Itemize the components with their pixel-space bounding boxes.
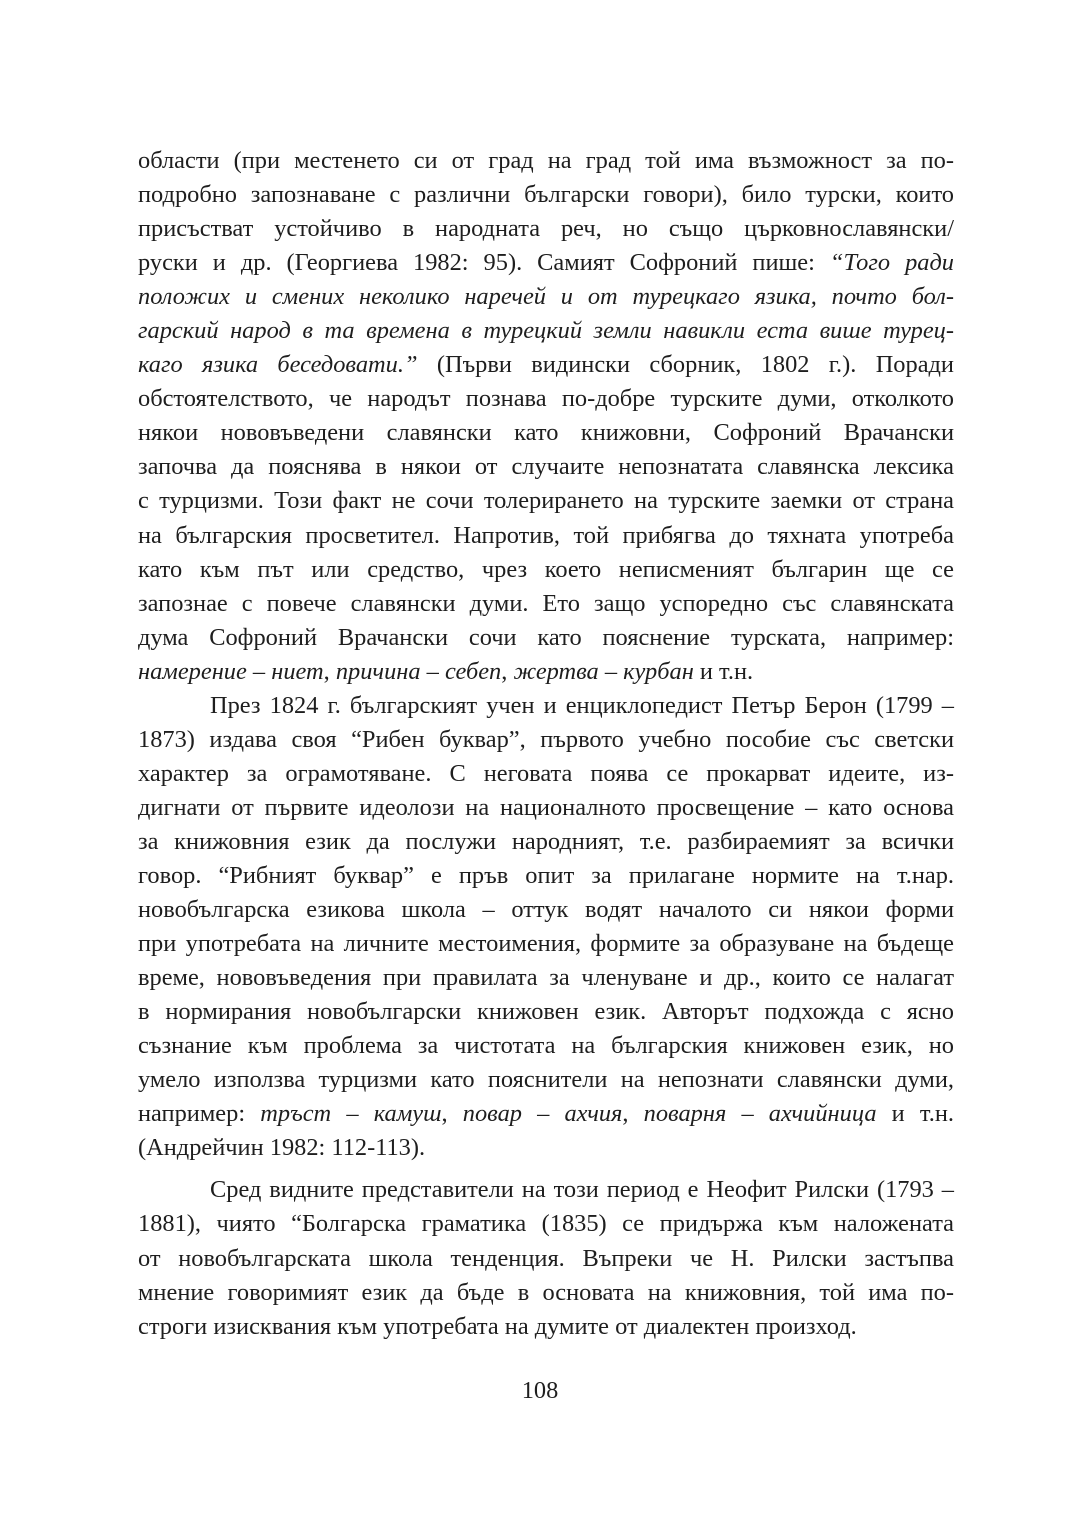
- text-run: запознае с повече славянски думи. Ето защо успоредно със славянската: [138, 589, 954, 617]
- text-line: [138, 348, 954, 382]
- text-line: [138, 519, 954, 553]
- text-line: [138, 995, 954, 1029]
- text-line: [138, 723, 954, 757]
- text-line: [138, 416, 954, 450]
- page-number: 108: [521, 1377, 559, 1404]
- text-run: говор. “Рибният буквар” е пръв опит за прилагане нормите на т.нар.: [138, 861, 954, 889]
- text-line: [138, 1029, 954, 1063]
- text-line: [138, 553, 954, 587]
- text-line: [138, 1097, 954, 1131]
- text-line: [138, 246, 954, 280]
- text-run: от новобългарската школа тенденция. Въпреки че Н. Рилски застъпва: [138, 1244, 954, 1272]
- text-line: [138, 212, 954, 246]
- paragraph-spacing: [138, 1165, 954, 1173]
- text-line: [138, 1131, 954, 1165]
- text-run: 1881), чиято “Болгарска граматика (1835) се придържа към наложената: [138, 1210, 954, 1238]
- text-run: (Първи видински сборник, 1802 г.). Поради: [417, 351, 954, 379]
- text-line: [138, 791, 954, 825]
- italic-text-run: гарский народ в та времена в турецкий земли навикли еста више турец-: [138, 317, 954, 345]
- text-run: ,: [323, 657, 336, 685]
- italic-text-run: жертва – курбан: [513, 657, 694, 685]
- text-run: време, нововъведения при правилата за членуване и др., които се налагат: [138, 964, 954, 992]
- italic-text-run: тръст – камуш: [260, 1100, 442, 1128]
- italic-text-run: каго язика беседовати.”: [138, 351, 418, 379]
- text-run: обстоятелството, че народът познава по-добре турските думи, отколкото: [138, 385, 954, 413]
- text-line: [138, 1063, 954, 1097]
- text-run: характер за ограмотяване. С неговата поява се прокарват идеите, из-: [138, 759, 954, 787]
- text-line: [138, 1310, 954, 1344]
- text-run: ,: [501, 657, 514, 685]
- text-line: [138, 314, 954, 348]
- text-line: [138, 757, 954, 791]
- text-run: дума Софроний Врачански сочи като пояснение турската, например:: [138, 623, 954, 651]
- text-run: ,: [441, 1100, 463, 1128]
- text-line: [138, 178, 954, 212]
- text-run: при употребата на личните местоимения, формите за образуване на бъдеще: [138, 930, 954, 958]
- text-line: [138, 1173, 954, 1207]
- text-line: [138, 927, 954, 961]
- paragraph: [138, 144, 954, 689]
- paragraph: [138, 1173, 954, 1343]
- italic-text-run: положих и смених неколико наречей и от турецкаго язика, почто бол-: [138, 283, 954, 311]
- text-run: и т.н.: [693, 657, 754, 685]
- text-run: на българския просветител. Напротив, той прибягва до тяхната употреба: [138, 521, 954, 549]
- text-run: някои нововъведени славянски като книжовни, Софроний Врачански: [138, 419, 954, 447]
- text-line: [138, 859, 954, 893]
- text-line: [138, 484, 954, 518]
- text-line: [138, 655, 954, 689]
- italic-text-run: “Того ради: [829, 249, 954, 277]
- text-line: [138, 280, 954, 314]
- text-run: присъстват устойчиво в народната реч, но също църковнославянски/: [138, 215, 954, 243]
- text-run: започва да пояснява в някои от случаите непознатата славянска лексика: [138, 453, 954, 481]
- text-line: [138, 689, 954, 723]
- text-line: [138, 450, 954, 484]
- text-run: строги изисквания към употребата на думите от диалектен произход.: [138, 1312, 857, 1340]
- text-run: ,: [622, 1100, 644, 1128]
- text-line: [138, 382, 954, 416]
- text-run: Сред видните представители на този период е Неофит Рилски (1793 –: [210, 1176, 954, 1204]
- text-line: [138, 587, 954, 621]
- text-run: мнение говоримият език да бъде в основата на книжовния, той има по-: [138, 1278, 954, 1306]
- text-line: [138, 1207, 954, 1241]
- text-run: През 1824 г. българският учен и енциклопедист Петър Берон (1799 –: [210, 691, 954, 719]
- text-run: например:: [138, 1100, 261, 1128]
- text-run: области (при местенето си от град на град той има възможност за по-: [138, 147, 954, 174]
- text-run: умело използва турцизми като пояснители на непознати славянски думи,: [138, 1066, 954, 1094]
- text-run: дигнати от първите идеолози на националното просвещение – като основа: [138, 793, 954, 821]
- italic-text-run: поварня – ахчийница: [643, 1100, 877, 1128]
- text-line: [138, 621, 954, 655]
- italic-text-run: повар – ахчия: [462, 1100, 623, 1128]
- text-line: [138, 961, 954, 995]
- text-line: [138, 893, 954, 927]
- italic-text-run: намерение – ниет: [138, 657, 324, 685]
- body-text: [138, 144, 954, 1344]
- text-run: новобългарска езикова школа – оттук водят началото си някои форми: [138, 896, 954, 924]
- text-run: като към път или средство, чрез което неписменият българин ще се: [138, 555, 954, 583]
- text-run: подробно запознаване с различни български говори), било турски, които: [138, 181, 954, 209]
- text-run: (Андрейчин 1982: 112-113).: [138, 1134, 426, 1162]
- text-line: [138, 825, 954, 859]
- text-run: и т.н.: [876, 1100, 954, 1128]
- text-run: руски и др. (Георгиева 1982: 95). Самият Софроний пише:: [138, 249, 830, 277]
- text-line: [138, 144, 954, 178]
- text-run: за книжовния език да послужи народният, т.е. разбираемият за всички: [138, 827, 954, 855]
- text-run: в нормирания новобългарски книжовен език. Авторът подхожда с ясно: [138, 998, 954, 1026]
- text-run: съзнание към проблема за чистотата на българския книжовен език, но: [138, 1032, 954, 1060]
- text-run: с турцизми. Този факт не сочи толерирането на турските заемки от страна: [138, 487, 954, 515]
- text-run: 1873) издава своя “Рибен буквар”, първото учебно пособие със светски: [138, 725, 954, 753]
- text-line: [138, 1242, 954, 1276]
- text-line: [138, 1276, 954, 1310]
- italic-text-run: причина – себеп: [335, 657, 502, 685]
- paragraph: [138, 689, 954, 1166]
